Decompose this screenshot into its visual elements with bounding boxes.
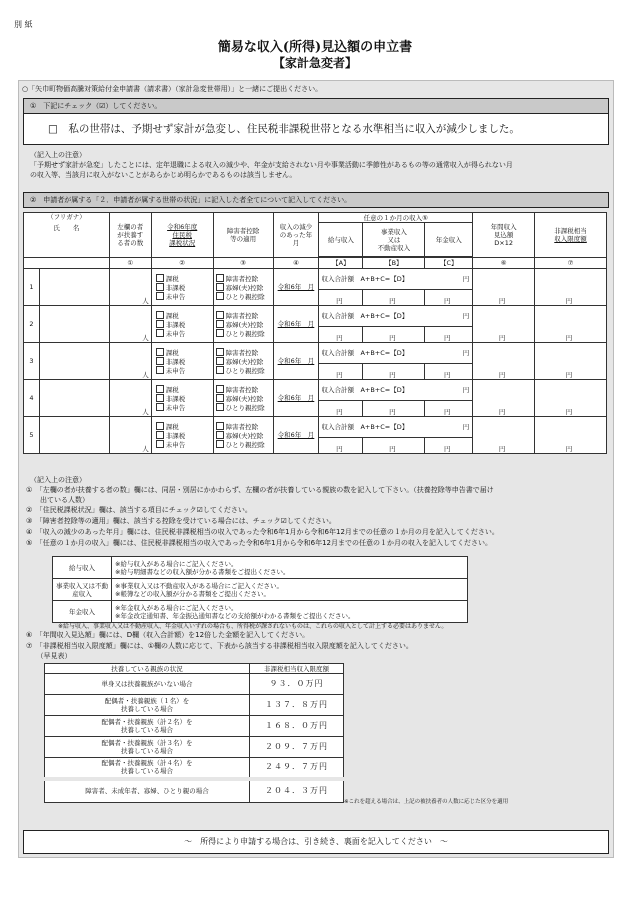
tax-option[interactable]: 未申告 — [156, 440, 213, 449]
tax-status-cell[interactable] — [151, 417, 213, 454]
deduction-option[interactable]: 障害者控除 — [216, 274, 273, 283]
checkbox-icon[interactable] — [216, 311, 224, 319]
salary-cell[interactable]: 円 — [319, 327, 363, 343]
name-cell[interactable] — [39, 306, 109, 343]
limit-row — [45, 758, 344, 779]
name-header — [24, 213, 110, 258]
dependents-cell[interactable]: 人 — [109, 343, 151, 380]
total-cell[interactable]: 収入合計額 A+B+C=【D】 円 — [319, 417, 473, 438]
checkbox-icon[interactable] — [156, 431, 164, 439]
notes3-item: ⑥ 「年間収入見込額」欄には、D欄（収入合計額）を12倍した金額を記入してください。 — [26, 631, 310, 639]
household-check-label[interactable]: □ 私の世帯は、予期せず家計が急変し、住民税非課税世帯となる水準相当に収入が減少しました。 — [48, 123, 520, 135]
business-cell[interactable]: 円 — [363, 438, 425, 454]
col-num: ⑥ — [473, 258, 535, 269]
checkbox-icon[interactable] — [216, 274, 224, 282]
limit-row — [45, 737, 344, 758]
col-num: ③ — [213, 258, 273, 269]
col-num: 【B】 — [363, 258, 425, 269]
salary-cell[interactable]: 円 — [319, 290, 363, 306]
salary-cell[interactable]: 円 — [319, 401, 363, 417]
limit-table-head: 扶養している親族の状況 — [45, 664, 250, 674]
tax-option[interactable]: 未申告 — [156, 366, 213, 375]
tax-status-cell[interactable] — [151, 380, 213, 417]
month-cell[interactable]: 令和6年 月 — [273, 380, 319, 417]
deduction-option[interactable]: 寡婦(夫)控除 — [216, 320, 273, 329]
limit-value: ９３．０万円 — [250, 674, 344, 695]
limit-row — [45, 695, 344, 716]
deduction-option[interactable]: ひとり親控除 — [216, 403, 273, 412]
table-row — [24, 343, 607, 364]
section1-header — [23, 98, 609, 114]
name-cell[interactable] — [39, 380, 109, 417]
checkbox-icon[interactable] — [216, 403, 224, 411]
checkbox-icon[interactable] — [216, 394, 224, 402]
notes2-item: ④ 「収入の減少のあった年月」欄には、住民税非課税相当の収入であった令和6年1月から令和6年12月までの任意の１か月の月を記入してください。 — [26, 528, 499, 536]
tax-option[interactable]: 課税 — [156, 311, 213, 320]
section1-header-text: ① 下記にチェック（☑）してください。 — [30, 102, 162, 110]
checkbox-icon[interactable] — [156, 283, 164, 291]
page-subtitle: 【家計急変者】 — [272, 56, 357, 70]
month-cell[interactable]: 令和6年 月 — [273, 343, 319, 380]
limit-cell[interactable]: 円 — [535, 306, 607, 343]
checkbox-icon[interactable] — [156, 329, 164, 337]
dependents-cell[interactable]: 人 — [109, 269, 151, 306]
notes2-head: （記入上の注意） — [30, 476, 86, 484]
annual-cell[interactable]: 円 — [473, 269, 535, 306]
salary-header: 給与収入 — [319, 223, 363, 257]
name-header-label: 氏 名 — [53, 224, 80, 232]
total-cell[interactable]: 収入合計額 A+B+C=【D】 円 — [319, 269, 473, 290]
limit-value: １３７．８万円 — [250, 695, 344, 716]
dependents-cell[interactable]: 人 — [109, 380, 151, 417]
limit-cell[interactable]: 円 — [535, 380, 607, 417]
table-row — [24, 380, 607, 401]
limit-row — [45, 716, 344, 737]
income-type-label: 年金収入 — [53, 601, 112, 623]
limit-table — [44, 663, 344, 803]
limit-table-head: 非課税相当収入限度額 — [250, 664, 344, 674]
name-cell[interactable] — [39, 417, 109, 454]
checkbox-icon[interactable] — [156, 320, 164, 328]
checkbox-icon[interactable] — [156, 357, 164, 365]
tax-option[interactable]: 非課税 — [156, 357, 213, 366]
checkbox-icon[interactable] — [216, 431, 224, 439]
tax-option[interactable]: 非課税 — [156, 320, 213, 329]
notes1-head: （記入上の注意） — [30, 151, 86, 159]
limit-status: 障害者、未成年者、寡婦、ひとり親の場合 — [45, 779, 250, 803]
checkbox-icon[interactable] — [156, 440, 164, 448]
deduction-cell[interactable] — [213, 380, 273, 417]
row-number: 5 — [24, 417, 40, 454]
pension-header: 年金収入 — [425, 223, 473, 257]
annual-cell[interactable]: 円 — [473, 380, 535, 417]
col-num: ⑦ — [535, 258, 607, 269]
tax-status-header: 令和6年度 住民税 課税状況 — [151, 213, 213, 258]
total-cell[interactable]: 収入合計額 A+B+C=【D】 円 — [319, 306, 473, 327]
income-type-label: 給与収入 — [53, 557, 112, 579]
business-header: 事業収入 又は 不動産収入 — [363, 223, 425, 257]
deduction-cell[interactable] — [213, 269, 273, 306]
furigana-header: （フリガナ） — [47, 213, 86, 221]
deduction-option[interactable]: 寡婦(夫)控除 — [216, 431, 273, 440]
deduction-cell[interactable] — [213, 343, 273, 380]
limit-status: 配偶者・扶養親族（１名）を 扶養している場合 — [45, 695, 250, 716]
notes2-item: ② 「住民税課税状況」欄は、該当する項目にチェック☑してください。 — [26, 506, 252, 514]
household-table — [23, 212, 607, 454]
business-cell[interactable]: 円 — [363, 401, 425, 417]
corner-label: 別 紙 — [14, 20, 33, 29]
limit-cell[interactable]: 円 — [535, 417, 607, 454]
checkbox-icon[interactable] — [216, 366, 224, 374]
footer-text: ～ 所得により申請する場合は、引き続き、裏面を記入してください ～ — [184, 837, 448, 846]
business-cell[interactable]: 円 — [363, 327, 425, 343]
limit-value: ２０４．３万円 — [250, 779, 344, 803]
salary-cell[interactable]: 円 — [319, 438, 363, 454]
limit-header: 非課税相当 収入限度額 — [535, 213, 607, 258]
checkbox-icon[interactable] — [156, 385, 164, 393]
checkbox-icon[interactable] — [216, 329, 224, 337]
total-cell[interactable]: 収入合計額 A+B+C=【D】 円 — [319, 343, 473, 364]
limit-status: 配偶者・扶養親族（計２名）を 扶養している場合 — [45, 716, 250, 737]
col-num: ② — [151, 258, 213, 269]
annual-cell[interactable]: 円 — [473, 417, 535, 454]
month-cell[interactable]: 令和6年 月 — [273, 269, 319, 306]
notes2-item: ⑤ 「任意の１か月の収入」欄には、住民税非課税相当の収入であった令和6年1月から令和6年12月までの任意の１か月の収入を記入してください。 — [26, 539, 492, 547]
submit-note: ○「矢巾町物価高騰対策給付金申請書（請求書）（家計急変世帯用）」と一緒にご提出ください。 — [22, 85, 323, 93]
pension-cell[interactable]: 円 — [425, 327, 473, 343]
section2-header — [23, 192, 609, 208]
month-cell[interactable]: 令和6年 月 — [273, 306, 319, 343]
col-num: ① — [109, 258, 151, 269]
col-num: 【C】 — [425, 258, 473, 269]
annual-header: 年間収入 見込額 D×12 — [473, 213, 535, 258]
dependents-header: 左欄の者 が扶養す る者の数 — [109, 213, 151, 258]
deduction-option[interactable]: 障害者控除 — [216, 348, 273, 357]
notes2-item: 出ている人数） — [26, 496, 89, 504]
total-cell[interactable]: 収入合計額 A+B+C=【D】 円 — [319, 380, 473, 401]
household-check-box[interactable] — [23, 113, 609, 145]
checkbox-icon[interactable] — [216, 385, 224, 393]
income-type-table: 給与収入 ※給与収入がある場合にご記入ください。 ※給与明細書などの収入額が分かる書類をご提出ください。 事業収入又は不動産収入 ※事業収入又は不動産収入がある場合にご記入ください。 ※帳簿などの収入額が分かる書類をご提出ください。 年金収入 ※年金収入がある場合にご記入ください。 ※年金改定通知書、年金振込通知書などの支給額がわかる書類をご提出ください。 — [52, 556, 468, 623]
month-header: 収入の減少 のあった年 月 — [273, 213, 319, 258]
deduction-cell[interactable] — [213, 306, 273, 343]
row-number: 4 — [24, 380, 40, 417]
tax-option[interactable]: 非課税 — [156, 283, 213, 292]
pension-cell[interactable]: 円 — [425, 364, 473, 380]
deduction-option[interactable]: 寡婦(夫)控除 — [216, 357, 273, 366]
checkbox-icon[interactable] — [216, 320, 224, 328]
limit-status: 配偶者・扶養親族（計３名）を 扶養している場合 — [45, 737, 250, 758]
checkbox-icon[interactable] — [156, 366, 164, 374]
tax-option[interactable]: 未申告 — [156, 403, 213, 412]
notes2-item: ③ 「障害者控除等の適用」欄は、該当する控除を受けている場合には、チェック☑してください。 — [26, 517, 336, 525]
checkbox-icon[interactable] — [216, 283, 224, 291]
any-month-header: 任意の１か月の収入⑤ — [319, 213, 473, 223]
notes1-line: の収入等、当該月に収入がないことがあらかじめ明らかであるものは該当しません。 — [30, 171, 297, 179]
notes2-item: ① 「左欄の者が扶養する者の数」欄には、同居・別居にかかわらず、左欄の者が扶養している親族の数を記入して下さい。（扶養控除等申告書で届け — [26, 486, 494, 494]
tax-option[interactable]: 課税 — [156, 348, 213, 357]
limit-cell[interactable]: 円 — [535, 269, 607, 306]
checkbox-icon[interactable] — [156, 292, 164, 300]
col-num: ④ — [273, 258, 319, 269]
tax-status-cell[interactable] — [151, 269, 213, 306]
limit-row — [45, 779, 344, 803]
notes3-item: ⑦ 「非課税相当収入限度額」欄には、①欄の人数に応じて、下表から該当する非課税相当収入限度額を記入してください。 — [26, 642, 413, 650]
tax-option[interactable]: 非課税 — [156, 394, 213, 403]
limit-cell[interactable]: 円 — [535, 343, 607, 380]
tax-status-cell[interactable] — [151, 343, 213, 380]
annual-cell[interactable]: 円 — [473, 343, 535, 380]
deduction-option[interactable]: 寡婦(夫)控除 — [216, 283, 273, 292]
checkbox-icon[interactable] — [156, 274, 164, 282]
footer-box — [23, 830, 609, 854]
notes1-line: 「予期せず家計が急変」したことには、定年退職による収入の減少や、年金が支給されない月や事業活動に季節性があるもの等の通常収入が得られない月 — [30, 161, 513, 169]
tax-option[interactable]: 課税 — [156, 274, 213, 283]
name-cell[interactable] — [39, 269, 109, 306]
pension-cell[interactable]: 円 — [425, 290, 473, 306]
pension-cell[interactable]: 円 — [425, 401, 473, 417]
limit-note: ※これを超える場合は、上記の被扶養者の人数に応じた区分を適用 — [344, 799, 509, 805]
limit-row — [45, 674, 344, 695]
table-row — [24, 417, 607, 438]
limit-value: １６８．０万円 — [250, 716, 344, 737]
income-type-label: 事業収入又は不動産収入 — [53, 579, 112, 601]
checkbox-icon[interactable] — [156, 394, 164, 402]
tax-option[interactable]: 課税 — [156, 385, 213, 394]
deduction-option[interactable]: ひとり親控除 — [216, 292, 273, 301]
limit-status: 単身又は扶養親族がいない場合 — [45, 674, 250, 695]
tax-status-cell[interactable] — [151, 306, 213, 343]
deduction-option[interactable]: 障害者控除 — [216, 422, 273, 431]
salary-cell[interactable]: 円 — [319, 364, 363, 380]
checkbox-icon[interactable] — [156, 403, 164, 411]
page-title: 簡易な収入(所得)見込額の申立書 — [217, 40, 413, 55]
month-cell[interactable]: 令和6年 月 — [273, 417, 319, 454]
income-footnote: ※給与収入、事業収入又は不動産収入、年金収入いずれの場合も、所得税が課されないものは、これらの収入として計上する必要はありません。 — [58, 623, 448, 630]
col-num: 【A】 — [319, 258, 363, 269]
pension-cell[interactable]: 円 — [425, 438, 473, 454]
table-row — [24, 269, 607, 290]
section2-header-text: ② 申請者が属する「２．申請者が属する世帯の状況」に記入した者全てについて記入してください。 — [30, 196, 352, 204]
limit-status: 配偶者・扶養親族（計４名）を 扶養している場合 — [45, 758, 250, 779]
limit-value: ２４９．７万円 — [250, 758, 344, 779]
row-number: 3 — [24, 343, 40, 380]
deduction-option[interactable]: 寡婦(夫)控除 — [216, 394, 273, 403]
tax-option[interactable]: 未申告 — [156, 292, 213, 301]
tax-option[interactable]: 未申告 — [156, 329, 213, 338]
row-number: 2 — [24, 306, 40, 343]
dependents-cell[interactable]: 人 — [109, 306, 151, 343]
row-number: 1 — [24, 269, 40, 306]
tax-option[interactable]: 課税 — [156, 422, 213, 431]
notes3-item: （早見表） — [26, 652, 72, 660]
checkbox-icon[interactable] — [216, 348, 224, 356]
dependents-cell[interactable]: 人 — [109, 417, 151, 454]
annual-cell[interactable]: 円 — [473, 306, 535, 343]
deduction-option[interactable]: 障害者控除 — [216, 385, 273, 394]
checkbox-icon[interactable] — [216, 357, 224, 365]
checkbox-icon[interactable] — [156, 311, 164, 319]
checkbox-icon[interactable] — [216, 422, 224, 430]
deduction-option[interactable]: 障害者控除 — [216, 311, 273, 320]
name-cell[interactable] — [39, 343, 109, 380]
deduction-option[interactable]: ひとり親控除 — [216, 366, 273, 375]
business-cell[interactable]: 円 — [363, 290, 425, 306]
deduction-header: 障害者控除 等の適用 — [213, 213, 273, 258]
checkbox-icon[interactable] — [216, 292, 224, 300]
checkbox-icon[interactable] — [156, 348, 164, 356]
deduction-cell[interactable] — [213, 417, 273, 454]
tax-option[interactable]: 非課税 — [156, 431, 213, 440]
deduction-option[interactable]: ひとり親控除 — [216, 440, 273, 449]
checkbox-icon[interactable] — [216, 440, 224, 448]
checkbox-icon[interactable] — [156, 422, 164, 430]
limit-value: ２０９．７万円 — [250, 737, 344, 758]
deduction-option[interactable]: ひとり親控除 — [216, 329, 273, 338]
table-row — [24, 306, 607, 327]
business-cell[interactable]: 円 — [363, 364, 425, 380]
